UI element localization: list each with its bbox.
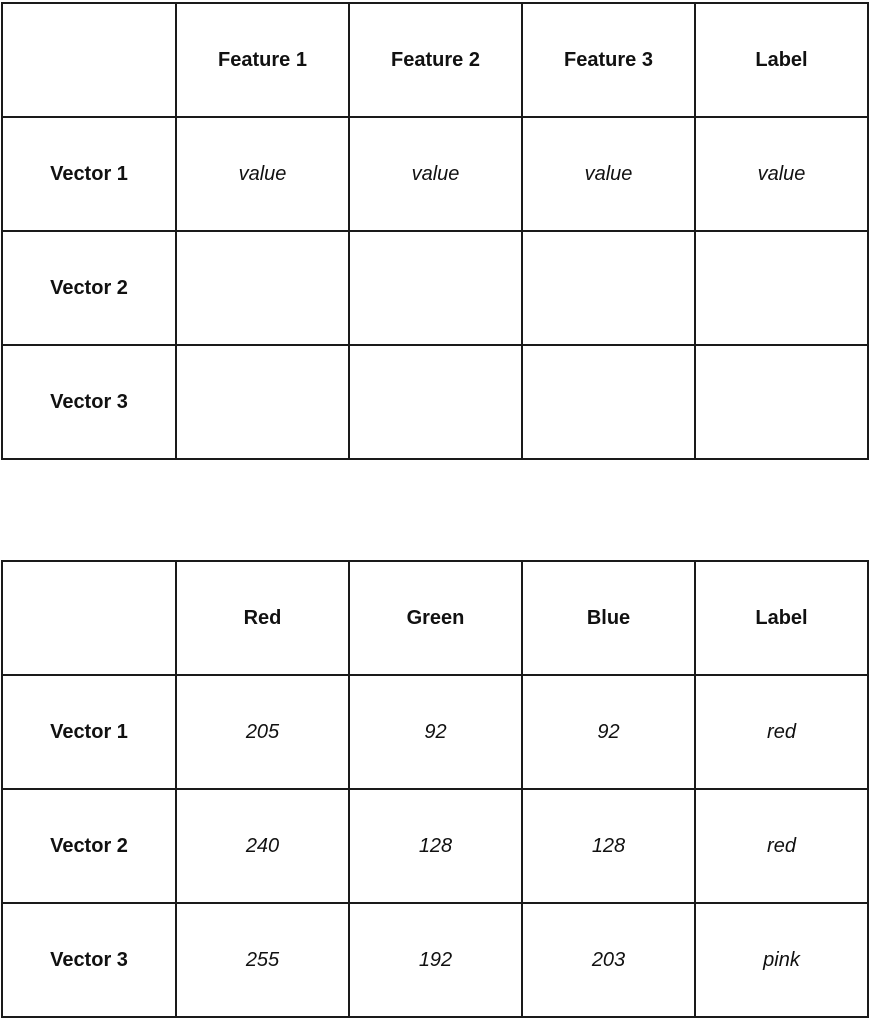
table-cell: 192 <box>349 903 522 1017</box>
table-cell: 205 <box>176 675 349 789</box>
row-header-vector-3: Vector 3 <box>2 345 176 459</box>
table-header-row <box>2 561 868 675</box>
row-header-vector-2: Vector 2 <box>2 231 176 345</box>
table-header-row <box>2 3 868 117</box>
table-cell: 255 <box>176 903 349 1017</box>
table-cell: 240 <box>176 789 349 903</box>
table-cell <box>522 345 695 459</box>
table-row <box>2 789 868 903</box>
table-cell: value <box>695 117 868 231</box>
table-cell <box>695 231 868 345</box>
table-cell <box>349 345 522 459</box>
row-header-vector-1: Vector 1 <box>2 675 176 789</box>
column-header-label: Label <box>695 3 868 117</box>
table-cell: red <box>695 675 868 789</box>
table-row <box>2 903 868 1017</box>
table-row <box>2 231 868 345</box>
table-cell <box>522 231 695 345</box>
rgb-color-table <box>1 560 869 1018</box>
table-cell <box>695 345 868 459</box>
table-cell <box>176 231 349 345</box>
column-header-feature-1: Feature 1 <box>176 3 349 117</box>
column-header-red: Red <box>176 561 349 675</box>
table-cell: 128 <box>349 789 522 903</box>
table-cell: red <box>695 789 868 903</box>
row-header-vector-2: Vector 2 <box>2 789 176 903</box>
column-header-green: Green <box>349 561 522 675</box>
feature-vector-table <box>1 2 869 460</box>
table-cell: 92 <box>522 675 695 789</box>
corner-cell <box>2 561 176 675</box>
table-cell: pink <box>695 903 868 1017</box>
table-row <box>2 675 868 789</box>
row-header-vector-3: Vector 3 <box>2 903 176 1017</box>
table-cell: value <box>176 117 349 231</box>
row-header-vector-1: Vector 1 <box>2 117 176 231</box>
table-cell <box>176 345 349 459</box>
column-header-feature-2: Feature 2 <box>349 3 522 117</box>
table-cell: 128 <box>522 789 695 903</box>
column-header-label: Label <box>695 561 868 675</box>
table-cell: 203 <box>522 903 695 1017</box>
table-row <box>2 117 868 231</box>
table-cell <box>349 231 522 345</box>
table-row <box>2 345 868 459</box>
column-header-blue: Blue <box>522 561 695 675</box>
corner-cell <box>2 3 176 117</box>
table-cell: 92 <box>349 675 522 789</box>
table-cell: value <box>349 117 522 231</box>
table-cell: value <box>522 117 695 231</box>
column-header-feature-3: Feature 3 <box>522 3 695 117</box>
